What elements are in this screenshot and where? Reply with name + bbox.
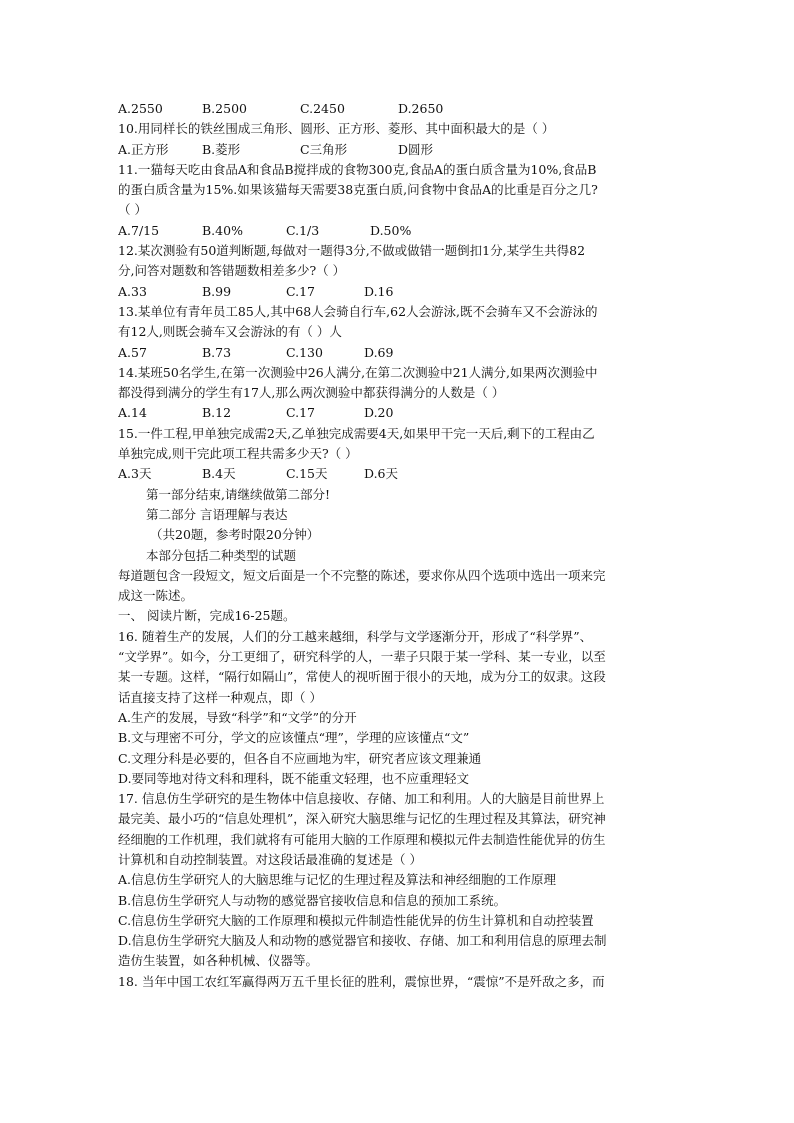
answer-option: A.3天 xyxy=(118,466,152,482)
text-line: 第一部分结束,请继续做第二部分! xyxy=(146,486,330,502)
answer-option: C三角形 xyxy=(300,141,348,157)
text-line: 12.某次测验有50道判断题,每做对一题得3分,不做或做错一题倒扣1分,某学生共得82 xyxy=(118,243,586,259)
text-line: D.要同等地对待文科和理科，既不能重文轻理，也不应重理轻文 xyxy=(118,770,470,786)
answer-option: B.73 xyxy=(202,344,232,360)
text-line: 10.用同样长的铁丝围成三角形、圆形、正方形、菱形、其中面积最大的是（ ） xyxy=(118,121,555,137)
document-body xyxy=(118,99,678,992)
text-line: 14.某班50名学生,在第一次测验中26人满分,在第二次测验中21人满分,如果两次测验中 xyxy=(118,364,598,380)
text-line: （共20题，参考时限20分钟） xyxy=(150,527,320,543)
answer-option: B.4天 xyxy=(202,466,236,482)
answer-option: D圆形 xyxy=(398,141,434,157)
answer-option: C.2450 xyxy=(300,101,345,116)
answer-options-row xyxy=(118,140,678,160)
answer-option: B.99 xyxy=(202,283,232,299)
answer-options-row xyxy=(118,221,678,241)
text-line: 16. 随着生产的发展，人们的分工越来越细，科学与文学逐渐分开，形成了“科学界”、 xyxy=(118,628,593,644)
answer-option: D.16 xyxy=(364,283,394,299)
answer-option: C.17 xyxy=(286,405,315,421)
answer-option: B.12 xyxy=(202,405,232,421)
text-line: B.信息仿生学研究人与动物的感觉器官接收信息和信息的预加工系统。 xyxy=(118,892,507,908)
answer-option: C.1/3 xyxy=(286,222,320,238)
text-line: 都没得到满分的学生有17人,那么两次测验中都获得满分的人数是（ ） xyxy=(118,385,505,401)
text-line: 最完美、最小巧的“信息处理机”，深入研究大脑思维与记忆的生理过程及其算法，研究神 xyxy=(118,811,606,827)
answer-option: C.130 xyxy=(286,344,323,360)
text-line: A.信息仿生学研究人的大脑思维与记忆的生理过程及算法和神经细胞的工作原理 xyxy=(118,872,557,888)
text-line: 单独完成,则干完此项工程共需多少天?（ ） xyxy=(118,446,358,462)
answer-options-row xyxy=(118,282,678,302)
answer-option: D.2650 xyxy=(398,101,444,116)
text-line: 每道题包含一段短文，短文后面是一个不完整的陈述，要求你从四个选项中选出一项来完 xyxy=(118,567,606,583)
answer-options-row xyxy=(118,403,678,423)
answer-option: D.20 xyxy=(364,405,394,421)
answer-option: B.40% xyxy=(202,222,243,238)
text-line: A.生产的发展，导致“科学”和“文学”的分开 xyxy=(118,709,357,725)
answer-options-row xyxy=(118,99,678,119)
text-line: 15.一件工程,甲单独完成需2天,乙单独完成需要4天,如果甲干完一天后,剩下的工程由乙 xyxy=(118,425,595,441)
answer-option: B.菱形 xyxy=(202,141,241,157)
text-line: 成这一陈述。 xyxy=(118,588,194,604)
answer-option: C.17 xyxy=(286,283,315,299)
text-line: 的蛋白质含量为15%.如果该猫每天需要38克蛋白质,问食物中食品A的比重是百分之几? xyxy=(118,182,598,198)
text-line: B.文与理密不可分，学文的应该懂点“理”，学理的应该懂点“文” xyxy=(118,730,470,746)
answer-option: D.50% xyxy=(370,222,412,238)
answer-option: D.69 xyxy=(364,344,394,360)
text-line: 本部分包括二种类型的试题 xyxy=(146,547,297,563)
answer-option: C.15天 xyxy=(286,466,328,482)
answer-option: B.2500 xyxy=(202,101,247,116)
answer-options-row xyxy=(118,343,678,363)
text-line: 有12人,则既会骑车又会游泳的有（ ）人 xyxy=(118,324,342,340)
text-line: 第二部分 言语理解与表达 xyxy=(146,506,288,522)
text-line: 17. 信息仿生学研究的是生物体中信息接收、存储、加工和利用。人的大脑是目前世界上 xyxy=(118,791,605,807)
text-line: 话直接支持了这样一种观点，即（ ） xyxy=(118,689,322,705)
text-line: C.文理分科是必要的，但各自不应画地为牢，研究者应该文理兼通 xyxy=(118,750,482,766)
text-line: 经细胞的工作机理，我们就将有可能用大脑的工作原理和模拟元件去制造性能优异的仿生 xyxy=(118,831,606,847)
answer-option: A.33 xyxy=(118,283,147,299)
answer-option: A.2550 xyxy=(118,101,163,116)
text-line: 某一专题。这样，“隔行如隔山”，常使人的视听囿于很小的天地，成为分工的奴隶。这段 xyxy=(118,669,606,685)
answer-option: A.57 xyxy=(118,344,147,360)
text-line: 13.某单位有青年员工85人,其中68人会骑自行车,62人会游泳,既不会骑车又不会游泳的 xyxy=(118,303,598,319)
text-line: “文学界”。如今，分工更细了，研究科学的人，一辈子只限于某一学科、某一专业，以至 xyxy=(118,649,606,665)
text-line: 计算机和自动控制装置。对这段话最准确的复述是（ ） xyxy=(118,851,422,867)
answer-option: D.6天 xyxy=(364,466,399,482)
text-line: D.信息仿生学研究大脑及人和动物的感觉器官和接收、存储、加工和利用信息的原理去制 xyxy=(118,933,607,949)
text-line: 11.一猫每天吃由食品A和食品B搅拌成的食物300克,食品A的蛋白质含量为10%,食品B xyxy=(118,161,597,177)
answer-options-row xyxy=(118,464,678,484)
answer-option: A.7/15 xyxy=(118,222,160,238)
text-line: （ ） xyxy=(118,202,147,218)
text-line: 分,问答对题数和答错题数相差多少?（ ） xyxy=(118,263,346,279)
text-line: 18. 当年中国工农红军赢得两万五千里长征的胜利，震惊世界，“震惊”不是歼敌之多，而 xyxy=(118,973,605,989)
text-line: 一、 阅读片断，完成16-25题。 xyxy=(118,608,296,624)
text-line: C.信息仿生学研究大脑的工作原理和模拟元件制造性能优异的仿生计算机和自动控装置 xyxy=(118,912,594,928)
answer-option: A.正方形 xyxy=(118,141,169,157)
text-line: 造仿生装置，如各种机械、仪器等。 xyxy=(118,953,319,969)
answer-option: A.14 xyxy=(118,405,147,421)
